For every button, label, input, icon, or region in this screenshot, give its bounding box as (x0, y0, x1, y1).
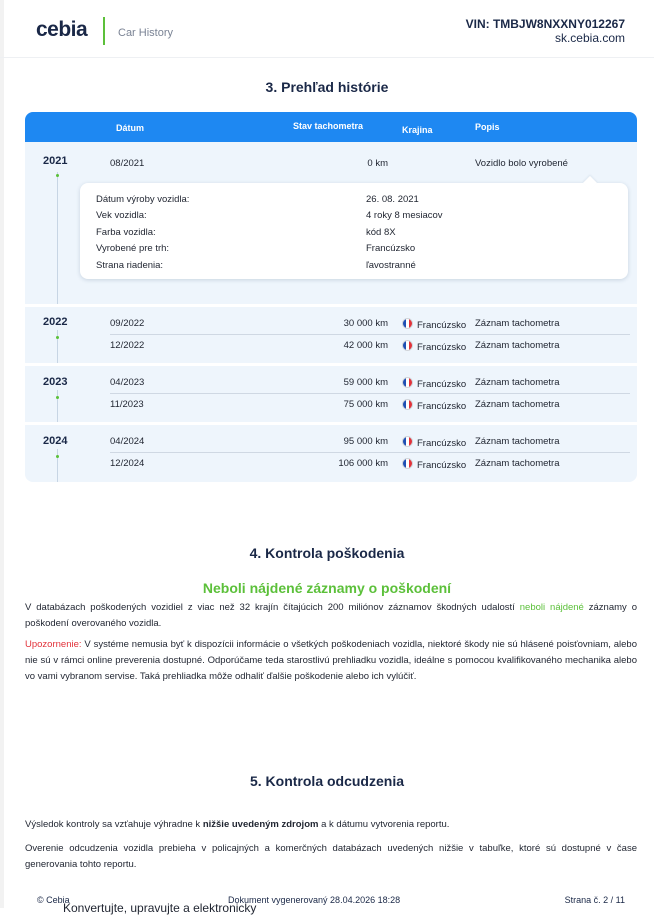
footer-copyright: © Cebia (37, 895, 70, 905)
column-header-description: Popis (475, 122, 500, 132)
timeline-dot (56, 455, 59, 458)
column-header-odometer: Stav tachometra (293, 121, 364, 131)
france-flag-icon (402, 399, 413, 410)
detail-label: Vek vozidla: (96, 210, 147, 221)
row-odometer: 106 000 km (338, 458, 388, 469)
row-country: Francúzsko (402, 318, 466, 331)
row-odometer: 42 000 km (343, 340, 388, 351)
logo-divider (103, 17, 105, 45)
theft-description: Overenie odcudzenia vozidla prebieha v policajných a komerčných databázach uvedených nižšie v tabuľke, ktoré sú dostupné v čase generovania tohto reportu. (25, 843, 637, 870)
table-row (110, 393, 630, 415)
vin-number: VIN: TMBJW8NXXNY012267 (465, 17, 625, 31)
year-group-2022 (25, 307, 637, 363)
header-divider (0, 57, 654, 58)
detail-value: ľavostranné (366, 260, 416, 271)
year-label: 2021 (43, 155, 68, 167)
france-flag-icon (402, 340, 413, 351)
table-row (110, 430, 630, 452)
table-row (110, 371, 630, 393)
table-row (110, 152, 630, 174)
column-header-country: Krajina (402, 125, 433, 135)
damage-warning: Upozornenie: V systéme nemusia byť k dispozícii informácie o všetkých poškodeniach vozidla, niektoré škody nie sú hlásené poisťovniam, alebo nie sú v rámci online preverenia dostupné. Odporúčame teda starostlivú prehliadku vozidla, ideálne s pomocou kvalifikovaného mechanika alebo vo vami vybranom servise. Taká prehliadka môže odhaliť ďalšie poškodenie alebo ich vylúčiť. (25, 639, 637, 682)
detail-label: Vyrobené pre trh: (96, 243, 170, 254)
theft-section-title: 5. Kontrola odcudzenia (249, 773, 404, 789)
detail-value: 4 roky 8 mesiacov (366, 210, 443, 221)
row-date: 12/2022 (110, 340, 145, 351)
row-odometer: 0 km (367, 158, 388, 169)
row-date: 04/2023 (110, 377, 145, 388)
year-label: 2024 (43, 435, 68, 447)
row-description: Záznam tachometra (475, 399, 560, 410)
cebia-logo: cebia (36, 18, 88, 41)
table-row (110, 452, 630, 474)
timeline-dot (56, 336, 59, 339)
year-label: 2022 (43, 316, 68, 328)
row-description: Vozidlo bolo vyrobené (475, 158, 568, 169)
year-group-2023 (25, 366, 637, 422)
row-date: 09/2022 (110, 318, 145, 329)
row-country: Francúzsko (402, 377, 466, 390)
year-group-2024 (25, 425, 637, 482)
row-odometer: 30 000 km (343, 318, 388, 329)
timeline-line (57, 172, 58, 304)
footer-overlay-text: Konvertujte, upravujte a elektronicky (63, 901, 257, 915)
row-odometer: 59 000 km (343, 377, 388, 388)
timeline-line (57, 390, 58, 422)
row-date: 12/2024 (110, 458, 145, 469)
damage-section-title: 4. Kontrola poškodenia (249, 545, 405, 561)
timeline-dot (56, 174, 59, 177)
detail-value: Francúzsko (366, 243, 416, 254)
row-description: Záznam tachometra (475, 340, 560, 351)
detail-label: Farba vozidla: (96, 227, 156, 238)
row-odometer: 75 000 km (343, 399, 388, 410)
row-description: Záznam tachometra (475, 458, 560, 469)
row-country: Francúzsko (402, 458, 466, 471)
damage-result-heading: Neboli nájdené záznamy o poškodení (202, 580, 452, 596)
france-flag-icon (402, 377, 413, 388)
detail-value: 26. 08. 2021 (366, 194, 419, 205)
row-date: 08/2021 (110, 158, 145, 169)
history-table-header (25, 112, 637, 142)
row-country: Francúzsko (402, 340, 466, 353)
damage-paragraph: V databázach poškodených vozidiel z viac než 32 krajín čítajúcich 200 miliónov záznamov škodných udalostí neboli nájdené záznamy o poškodení overovaného vozidla. (25, 602, 637, 629)
logo-subtitle: Car History (118, 27, 174, 39)
sources-emphasis: nižšie uvedeným zdrojom (202, 819, 319, 830)
table-row (110, 312, 630, 334)
france-flag-icon (402, 436, 413, 447)
vehicle-detail-card (80, 183, 628, 279)
row-odometer: 95 000 km (343, 436, 388, 447)
page-footer (0, 890, 654, 915)
not-found-highlight: neboli nájdené (519, 602, 584, 613)
row-country: Francúzsko (402, 399, 466, 412)
timeline-dot (56, 396, 59, 399)
page-edge (0, 0, 4, 908)
year-label: 2023 (43, 376, 68, 388)
table-row (110, 334, 630, 356)
row-description: Záznam tachometra (475, 436, 560, 447)
detail-value: kód 8X (366, 227, 396, 238)
timeline-line (57, 449, 58, 482)
detail-label: Dátum výroby vozidla: (96, 194, 190, 205)
report-header (0, 0, 654, 52)
row-description: Záznam tachometra (475, 318, 560, 329)
france-flag-icon (402, 318, 413, 329)
column-header-date: Dátum (116, 123, 145, 133)
history-section-title: 3. Prehľad histórie (265, 79, 389, 95)
detail-label: Strana riadenia: (96, 260, 164, 271)
footer-generated-date: Dokument vygenerovaný 28.04.2026 18:28 (228, 895, 401, 905)
row-date: 11/2023 (110, 399, 144, 410)
timeline-line (57, 330, 58, 363)
france-flag-icon (402, 458, 413, 469)
warning-label: Upozornenie: (25, 639, 82, 650)
footer-page-number: Strana č. 2 / 11 (564, 895, 625, 905)
site-domain: sk.cebia.com (554, 31, 625, 45)
row-date: 04/2024 (110, 436, 145, 447)
row-country: Francúzsko (402, 436, 466, 449)
theft-paragraph: Výsledok kontroly sa vzťahuje výhradne k nižšie uvedeným zdrojom a k dátumu vytvorenia reportu. (25, 819, 450, 830)
row-description: Záznam tachometra (475, 377, 560, 388)
